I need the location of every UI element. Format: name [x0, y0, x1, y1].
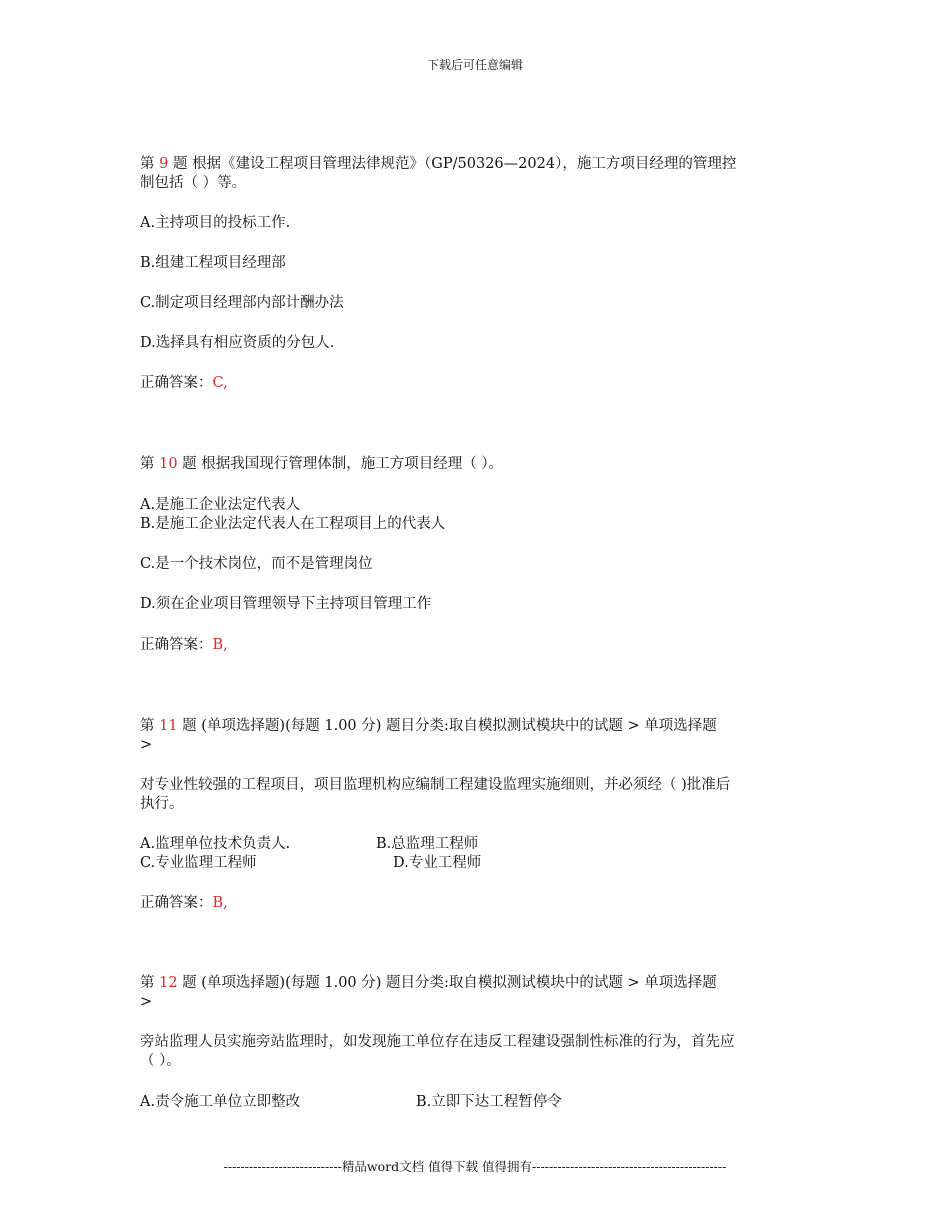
- q12-prefix: 第: [140, 975, 160, 991]
- q11-option-d: D.专业工程师: [393, 855, 482, 871]
- q10-prefix: 第: [140, 456, 160, 472]
- q12-option-a: A.责令施工单位立即整改: [140, 1094, 301, 1110]
- q10-number: 10: [159, 456, 178, 472]
- q9-stem-line1: 根据《建设工程项目管理法律规范》（GP/50326—2024），施工方项目经理的管理控: [192, 156, 737, 172]
- q9-number: 9: [159, 156, 169, 172]
- q9-option-b: B.组建工程项目经理部: [140, 255, 286, 271]
- q9-option-d: D.选择具有相应资质的分包人.: [140, 335, 335, 351]
- q10-answer: [140, 636, 812, 654]
- q10-answer-label: 正确答案：: [140, 637, 213, 653]
- q11-number: 11: [159, 718, 178, 734]
- q11-meta-line2: >: [140, 737, 153, 753]
- q11-option-c: C.专业监理工程师: [140, 855, 257, 871]
- q9-title-line1: [140, 155, 812, 173]
- q12-options-row1: [140, 1093, 812, 1111]
- q10-title: [140, 455, 812, 473]
- q11-answer: [140, 894, 812, 912]
- q11-prefix: 第: [140, 718, 160, 734]
- q9-mid: 题: [168, 156, 193, 172]
- q9-answer-label: 正确答案：: [140, 375, 213, 391]
- q11-meta-line1: 题 (单项选择题)(每题 1.00 分) 题目分类:取自模拟测试模块中的试题 > 单项选择题: [177, 718, 717, 734]
- q12-stem-line1: 旁站监理人员实施旁站监理时，如发现施工单位存在违反工程建设强制性标准的行为，首先应: [140, 1034, 735, 1050]
- q12-meta-line2: >: [140, 994, 153, 1010]
- q10-mid: 题: [177, 456, 202, 472]
- q11-stem-line2: 执行。: [140, 796, 184, 812]
- q9-option-c: C.制定项目经理部内部计酬办法: [140, 295, 344, 311]
- q12-title-line1: [140, 974, 812, 992]
- page-header: 下载后可任意编辑: [426, 58, 523, 72]
- q9-answer-value: C,: [212, 375, 228, 391]
- q10-option-c: C.是一个技术岗位，而不是管理岗位: [140, 556, 373, 572]
- q10-answer-value: B,: [212, 637, 228, 653]
- q9-option-a: A.主持项目的投标工作.: [140, 215, 291, 231]
- q10-option-a: A.是施工企业法定代表人: [140, 497, 301, 513]
- q12-option-b: B.立即下达工程暂停令: [416, 1094, 562, 1110]
- q11-option-b: B.总监理工程师: [376, 836, 479, 852]
- q11-title-line1: [140, 717, 812, 735]
- q11-options-row1: [140, 835, 812, 853]
- q9-answer: [140, 374, 812, 392]
- q12-number: 12: [159, 975, 178, 991]
- q12-meta-line1: 题 (单项选择题)(每题 1.00 分) 题目分类:取自模拟测试模块中的试题 > 单项选择题: [177, 975, 717, 991]
- q12-stem-line2: （ ）。: [140, 1053, 181, 1069]
- q11-options-row2: [140, 854, 812, 872]
- q11-stem-line1: 对专业性较强的工程项目，项目监理机构应编制工程建设监理实施细则，并必须经（ )批准后: [140, 777, 731, 793]
- q10-option-d: D.须在企业项目管理领导下主持项目管理工作: [140, 596, 432, 612]
- q9-prefix: 第: [140, 156, 160, 172]
- q10-option-b: B.是施工企业法定代表人在工程项目上的代表人: [140, 516, 446, 532]
- q11-option-a: A.监理单位技术负责人.: [140, 836, 291, 852]
- q10-stem: 根据我国现行管理体制，施工方项目经理（ ）。: [201, 456, 504, 472]
- q9-stem-line2: 制包括（ ）等。: [140, 175, 247, 191]
- page-footer: ----------------------------精品word文档 值得下载 值得拥有----------------------------------------------: [223, 1159, 727, 1174]
- q11-answer-label: 正确答案：: [140, 895, 213, 911]
- q11-answer-value: B,: [212, 895, 228, 911]
